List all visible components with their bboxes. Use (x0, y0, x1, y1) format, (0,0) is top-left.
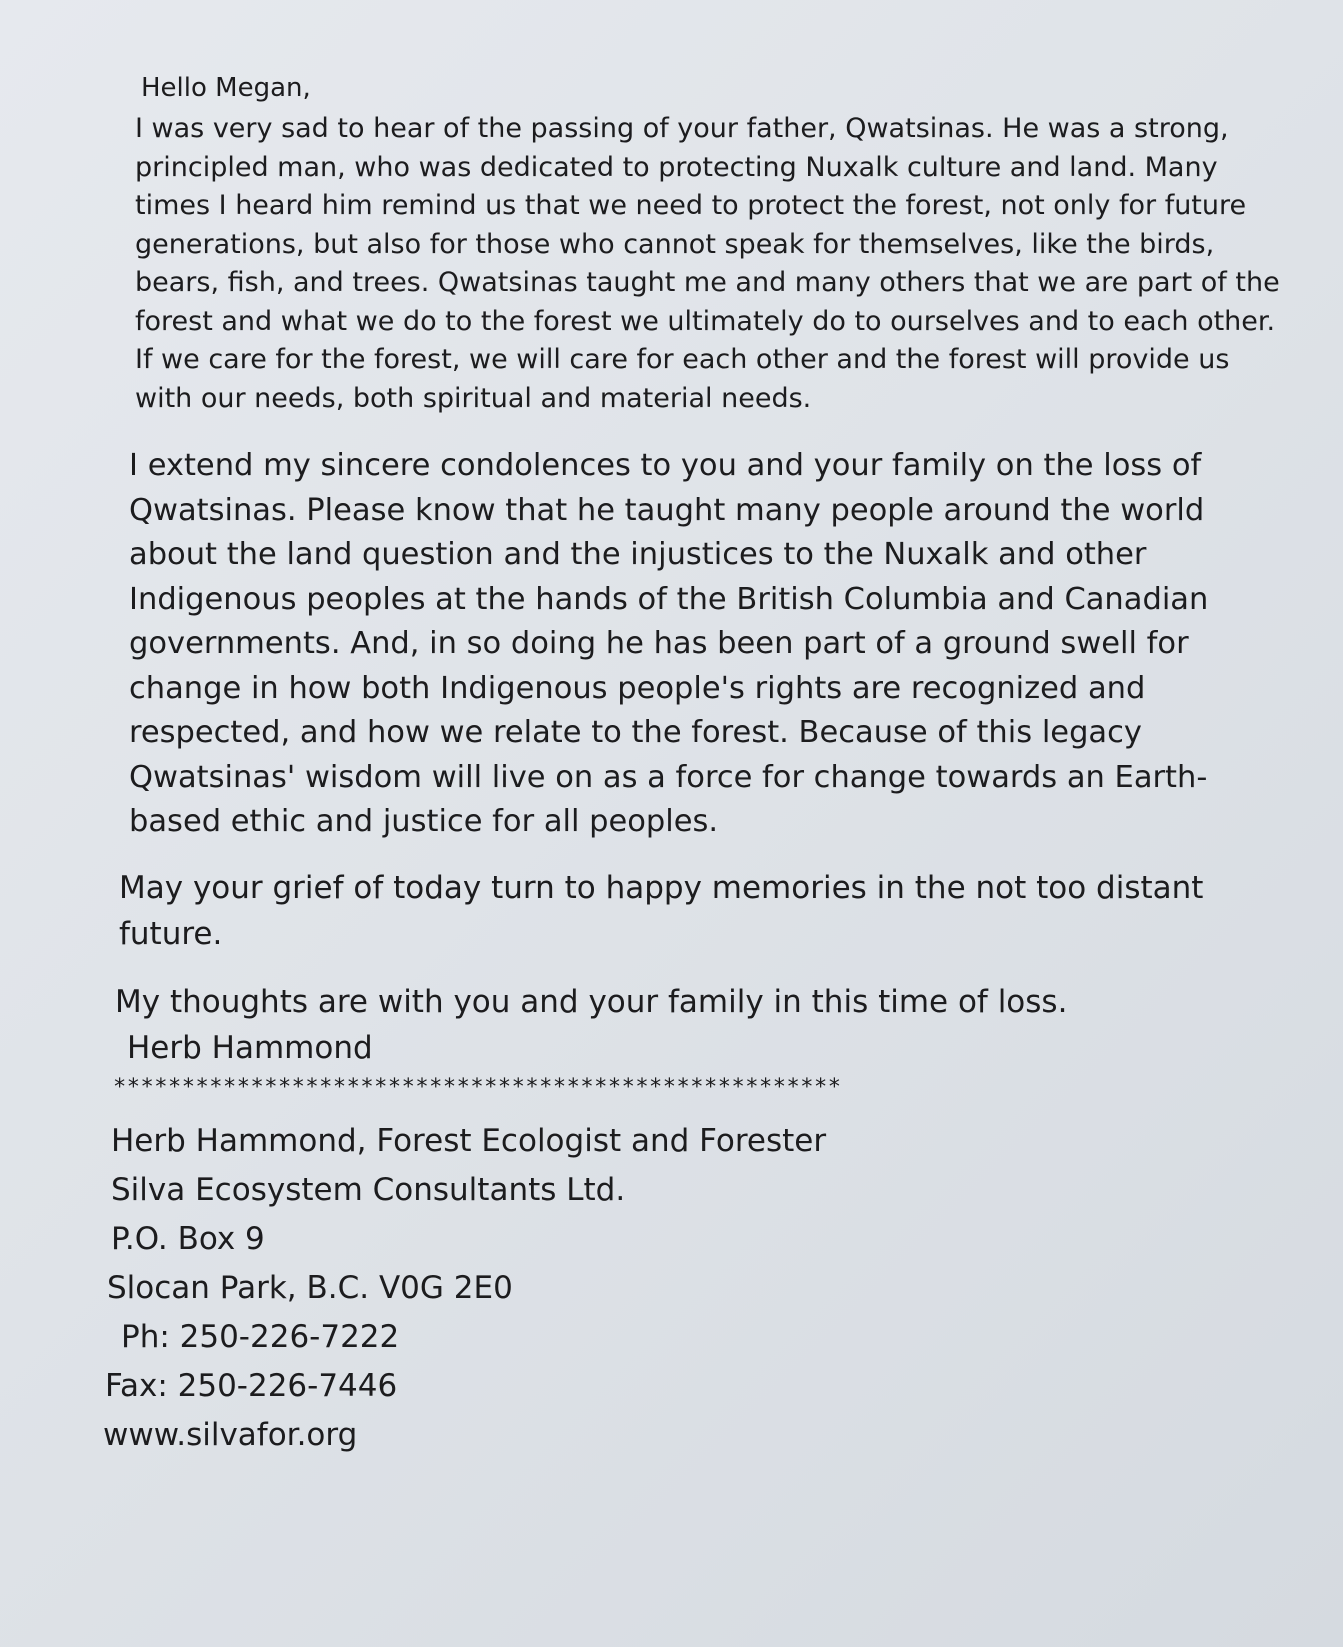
separator-line: ***************************************************** (113, 1074, 842, 1100)
signature-po-box: P.O. Box 9 (111, 1220, 265, 1257)
signature-company: Silva Ecosystem Consultants Ltd. (111, 1171, 626, 1208)
signature-name-title: Herb Hammond, Forest Ecologist and Forester (111, 1122, 827, 1159)
signature-website: www.silvafor.org (103, 1416, 358, 1453)
letter-greeting: Hello Megan, (141, 73, 311, 103)
letter-body (103, 70, 1280, 1460)
letter-paragraph-2: I extend my sincere condolences to you and your family on the loss of Qwatsinas. Please know that he taught many people around the world about the land question and the injustices to the Nuxalk and other Indigenous peoples at the hands of the British Columbia and Canadian governments. And, in so doing he has been part of a ground swell for change in how both Indigenous people's rights are recognized and respected, and how we relate to the forest. Because of this legacy Qwatsinas' wisdom will live on as a force for change towards an Earth-based ethic and justice for all peoples. (129, 448, 1209, 839)
letter-paragraph-3: May your grief of today turn to happy memories in the not too distant future. (119, 869, 1204, 952)
signature-phone: Ph: 250-226-7222 (121, 1318, 400, 1355)
signature-fax: Fax: 250-226-7446 (105, 1367, 398, 1404)
signature-block (103, 1117, 1275, 1460)
letter-signer: Herb Hammond (127, 1029, 373, 1066)
signature-city: Slocan Park, B.C. V0G 2E0 (107, 1269, 513, 1306)
letter-closing: My thoughts are with you and your family in this time of loss. (115, 983, 1068, 1020)
letter-paragraph-1: I was very sad to hear of the passing of your father, Qwatsinas. He was a strong, principled man, who was dedicated to protecting Nuxalk culture and land. Many times I heard him remind us that we need to protect the forest, not only for future generations, but also for those who cannot speak for themselves, like the birds, bears, fish, and trees. Qwatsinas taught me and many others that we are part of the forest and what we do to the forest we ultimately do to ourselves and to each other. If we care for the forest, we will care for each other and the forest will provide us with our needs, both spiritual and material needs. (135, 113, 1280, 414)
